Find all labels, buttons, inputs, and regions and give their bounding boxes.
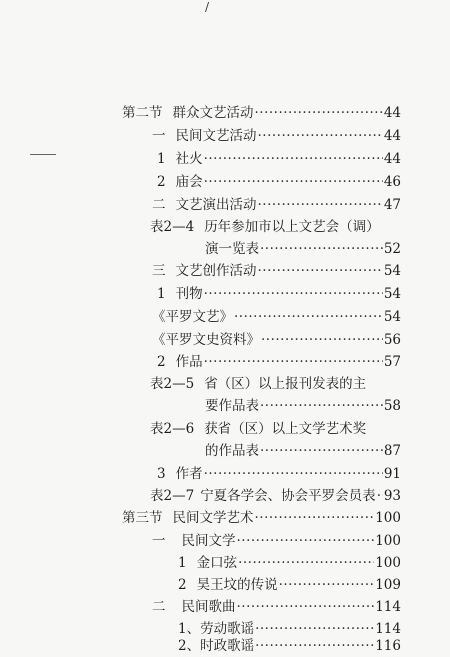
toc-entry — [152, 261, 401, 281]
leader-dots — [279, 575, 375, 595]
leader-dots — [237, 531, 375, 551]
toc-page: 114 — [375, 599, 401, 615]
toc-page: 91 — [383, 466, 401, 482]
toc-number: 表2—6 — [150, 421, 195, 437]
toc-page: 47 — [383, 197, 401, 213]
toc-entry — [122, 103, 401, 123]
toc-title-continuation: 的作品表 — [205, 443, 259, 459]
toc-number: 3 — [157, 466, 166, 482]
toc-title: 金口弦 — [196, 555, 238, 571]
toc-number: 一 — [152, 533, 166, 549]
toc-number: 2 — [178, 577, 187, 593]
toc-title: 庙会 — [175, 174, 203, 190]
leader-dots — [260, 441, 383, 461]
toc-entry-continuation — [205, 396, 401, 416]
toc-entry-continuation — [205, 239, 401, 259]
toc-number: 1 — [178, 555, 187, 571]
toc-page: 52 — [383, 241, 401, 257]
toc-page: 44 — [383, 105, 401, 121]
toc-page: 87 — [383, 443, 401, 459]
toc-entry-first-line — [150, 419, 366, 439]
toc-entry — [152, 307, 401, 327]
leader-dots — [204, 284, 383, 304]
toc-entry — [178, 553, 401, 573]
toc-title: 文艺演出活动 — [175, 197, 257, 213]
toc-entry-first-line — [150, 217, 380, 237]
toc-page: 57 — [383, 354, 401, 370]
toc-title: 劳动歌谣 — [200, 621, 255, 637]
toc-number: 第三节 — [122, 510, 163, 526]
toc-number: 第二节 — [122, 105, 163, 121]
toc-page: 100 — [375, 510, 401, 526]
toc-number: 1、 — [178, 621, 201, 637]
toc-entry — [152, 126, 401, 146]
leader-dots — [255, 636, 374, 656]
toc-number: 二 — [152, 599, 166, 615]
toc-title: 民间文学艺术 — [172, 510, 254, 526]
toc-number: 表2—5 — [150, 376, 195, 392]
toc-page: 54 — [383, 263, 401, 279]
toc-entry — [157, 149, 401, 169]
toc-title: 省（区）以上报刊发表的主 — [204, 376, 367, 392]
toc-page: 58 — [383, 398, 401, 414]
toc-entry — [157, 284, 401, 304]
toc-number: 一 — [152, 128, 166, 144]
leader-dots — [234, 307, 383, 327]
page-mark: / — [205, 0, 210, 14]
toc-number: 2 — [157, 354, 166, 370]
toc-title: 时政歌谣 — [200, 638, 255, 654]
toc-entry — [152, 531, 401, 551]
toc-number: 二 — [152, 197, 166, 213]
leader-dots — [258, 261, 383, 281]
toc-title: 《平罗文史资料》 — [152, 332, 260, 348]
toc-entry — [178, 575, 401, 595]
toc-number: 2 — [157, 174, 166, 190]
leader-dots — [260, 396, 383, 416]
leader-dots — [238, 553, 374, 573]
leader-dots — [255, 103, 383, 123]
toc-entry — [152, 330, 401, 350]
toc-page: 109 — [375, 577, 401, 593]
toc-title: 宁夏各学会、协会平罗会员表 — [200, 488, 376, 504]
toc-title: 昊王坟的传说 — [196, 577, 278, 593]
toc-title: 民间歌曲 — [181, 599, 236, 615]
toc-title: 作品 — [175, 354, 203, 370]
toc-entry — [152, 597, 401, 617]
leader-dots — [258, 195, 383, 215]
leader-dots — [258, 126, 383, 146]
toc-number: 表2—4 — [150, 219, 195, 235]
toc-title-continuation: 要作品表 — [205, 398, 259, 414]
toc-number: 2、 — [178, 638, 201, 654]
toc-page: 44 — [383, 128, 401, 144]
toc-title: 作者 — [175, 466, 203, 482]
leader-dots — [260, 239, 383, 259]
leader-dots — [204, 464, 383, 484]
toc-title: 历年参加市以上文艺会（调） — [204, 219, 380, 235]
leader-dots — [255, 508, 375, 528]
toc-page: 114 — [375, 621, 401, 637]
toc-page: 93 — [383, 488, 401, 504]
toc-entry — [122, 508, 401, 528]
toc-entry — [157, 352, 401, 372]
toc-entry — [157, 464, 401, 484]
toc-title: 民间文学 — [181, 533, 236, 549]
leader-dots — [204, 352, 383, 372]
leader-dots — [261, 330, 383, 350]
leader-dots — [204, 172, 383, 192]
toc-number: 表2—7 — [150, 488, 195, 504]
toc-title: 民间文艺活动 — [175, 128, 257, 144]
toc-entry — [150, 486, 401, 506]
toc-page: 46 — [383, 174, 401, 190]
leader-dots — [237, 597, 375, 617]
toc-page: 100 — [375, 533, 401, 549]
toc-title: 文艺创作活动 — [175, 263, 257, 279]
leader-dots — [377, 486, 383, 506]
toc-title: 刊物 — [175, 286, 203, 302]
toc-page: 44 — [383, 151, 401, 167]
toc-page: 56 — [383, 332, 401, 348]
toc-page: 54 — [383, 286, 401, 302]
toc-page: 100 — [375, 555, 401, 571]
toc-title: 群众文艺活动 — [172, 105, 254, 121]
toc-number: 三 — [152, 263, 166, 279]
toc-page: 116 — [375, 638, 401, 654]
toc-entry — [152, 195, 401, 215]
toc-number: 1 — [157, 151, 166, 167]
toc-title-continuation: 演一览表 — [205, 241, 259, 257]
toc-page: 54 — [383, 309, 401, 325]
toc-number: 1 — [157, 286, 166, 302]
toc-title: 社火 — [175, 151, 203, 167]
toc-entry — [157, 172, 401, 192]
toc-title: 获省（区）以上文学艺术奖 — [204, 421, 367, 437]
toc-title: 《平罗文艺》 — [152, 309, 233, 325]
toc-entry-continuation — [205, 441, 401, 461]
toc-entry-first-line — [150, 374, 366, 394]
leader-dots — [204, 149, 383, 169]
toc-entry — [178, 636, 401, 656]
